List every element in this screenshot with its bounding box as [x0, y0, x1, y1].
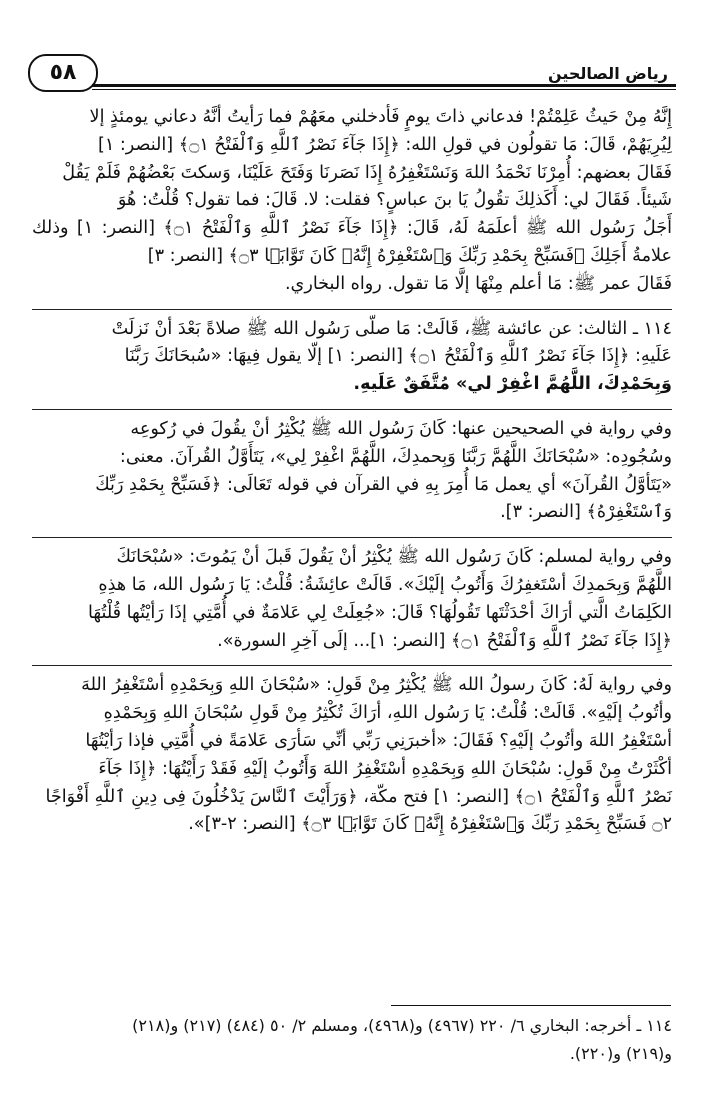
text-line: وفي رواية في الصحيحين عنها: كَانَ رَسُول الله ﷺ يُكْثِرُ أنْ يقُولَ في رُكوعِه	[130, 418, 672, 439]
page-header	[28, 54, 676, 94]
text-line: أكْثَرْتُ مِنْ قَولِ: سُبْحَانَ اللهِ وَبِحَمْدِهِ أسْتَغْفِرُ اللهَ وَأَتُوبُ إلَيْهِ فَقَدْ رَأَيْتُهَا: ﴿إِذَا جَآءَ	[98, 758, 672, 779]
text-line: عَلَيهِ: ﴿إِذَا جَآءَ نَصْرُ ٱللَّهِ وَٱلْفَتْحُ ۝١﴾ [النصر: ١] إلّا يقول فِيهَا: «سُبحَانَكَ رَبَّنَا	[124, 346, 672, 367]
paragraph	[32, 416, 672, 527]
header-rule-thin	[92, 89, 676, 90]
divider	[32, 665, 672, 666]
text-line: فَقَالَ بعضهم: أُمِرْنَا نَحْمَدُ اللهَ وَنَسْتَغْفِرُهُ إِذَا نَصَرنَا وَفَتَحَ عَلَيْنَا، وَسكتَ بَعْضُهُمْ فَلَمْ يَقُلْ	[62, 162, 672, 183]
text-line: إِنَّهُ مِنْ حَيثُ عَلِمْتُمْ! فدعاني ذاتَ يومٍ فَأدخلني معَهُمْ فما رَأيتُ أنَّهُ دعاني يومئذٍ إلا	[89, 107, 672, 127]
header-rule	[92, 84, 676, 87]
divider	[32, 537, 672, 538]
text-line: لِيُرِيَهُمْ، قَالَ: مَا تقولُون في قولِ الله: ﴿إِذَا جَآءَ نَصْرُ ٱللَّهِ وَٱلْفَتْحُ ۝١﴾ [النصر: ١]	[97, 134, 672, 155]
paragraph	[32, 316, 672, 399]
book-title: رياض الصالحين	[547, 64, 668, 83]
divider	[32, 309, 672, 310]
text-line: أَجَلُ رَسُول الله ﷺ أعلَمَهُ لَهُ، قَالَ: ﴿إِذَا جَآءَ نَصْرُ ٱللَّهِ وَٱلْفَتْحُ ۝١﴾ [النصر: ١] وذلك علامةُ أَجَلِكَ ﴿فَسَبِّحْ بِحَمْدِ رَبِّكَ وَٱسْتَغْفِرْهُ إِنَّهُۥ كَانَ تَوَّابَۢا ۝٣﴾ [النصر: ٣]	[32, 218, 672, 266]
text-line: ١١٤ ـ الثالث: عن عائشة ﷺ، قَالَتْ: مَا صلّى رَسُول الله ﷺ صلاةً بَعْدَ أنْ نَزلَتْ	[111, 318, 672, 339]
text-line: وَٱسْتَغْفِرْهُ﴾ [النصر: ٣].	[500, 502, 672, 523]
footnote	[32, 1012, 672, 1068]
text-line: أسْتَغْفِرُ اللهَ وأتُوبُ إلَيْهِ؟ فَقَالَ: «أخبرَنِي رَبِّي أنِّي سَأرَى عَلامَةً في أُمَّتِي فإذا رَأيْتُهَا	[85, 730, 672, 751]
text-line: وأتُوبُ إلَيْهِ». قَالَتْ: قُلْتُ: يَا رَسُول اللهِ، أرَاكَ تُكْثِرُ مِنْ قَولِ سُبْحَانَ اللهِ وَبِحَمْدِهِ	[103, 703, 672, 724]
page-number-badge: ٥٨	[28, 54, 98, 92]
text-line: اللَّهُمَّ وَبِحَمدِكَ أسْتَغفِرُكَ وَأَتُوبُ إلَيْكَ». قَالَتْ عائِشَةُ: قُلْتُ: يَا رَسُول الله، مَا هذِهِ	[98, 574, 672, 595]
text-line: «يَتَأوَّلُ القُرآنَ» أي يعمل مَا أُمِرَ بِهِ في القرآن في قوله تَعَالَى: ﴿فَسَبِّحْ بِحَمْدِ رَبِّكَ	[95, 474, 672, 495]
text-line: وفي رواية لمسلم: كَانَ رَسُول الله ﷺ يُكْثِرُ أنْ يَقُولَ قَبلَ أنْ يَمُوتَ: «سُبْحَانَكَ	[116, 547, 672, 568]
text-line: نَصْرُ ٱللَّهِ وَٱلْفَتْحُ ۝١﴾ [النصر: ١] فتح مكّة، ﴿وَرَأَيْتَ ٱلنَّاسَ يَدْخُلُونَ فِى دِينِ ٱللَّهِ أَفْوَاجًا	[45, 786, 672, 807]
text-line: شَيئاً. فَقَالَ لي: أَكَذلِكَ تقُولُ يَا بنَ عباسٍ؟ فقلت: لا. قَالَ: فما تقول؟ قُلْتُ: هُوَ	[117, 190, 672, 211]
text-line: فَقَالَ عمر ﷺ: مَا أعلم مِنْهَا إلَّا مَا تقول. رواه البخاري.	[284, 273, 672, 294]
divider	[32, 409, 672, 410]
text-line: وسُجُودِه: «سُبْحَانَكَ اللَّهُمَّ رَبَّنَا وَبِحمدِكَ، اللَّهُمَّ اغْفِرْ لِي»، يَتَأَوَّلُ القُرآنَ. معنى:	[119, 446, 672, 467]
text-line: وفي رواية لَهُ: كَانَ رسولُ الله ﷺ يُكْثِرُ مِنْ قَولِ: «سُبْحَانَ اللهِ وَبِحَمْدِهِ أسْتَغْفِرُ اللهَ	[81, 675, 672, 696]
text-line: ﴿إِذَا جَآءَ نَصْرُ ٱللَّهِ وَٱلْفَتْحُ ۝١﴾ [النصر: ١]... إلَى آخِرِ السورة».	[217, 630, 672, 651]
paragraph	[32, 672, 672, 839]
footnote-line: و(٢١٩) و(٢٢٠).	[569, 1044, 672, 1063]
main-text	[32, 104, 672, 849]
text-line: الكَلِمَاتُ الَّتي أرَاكَ أحْدَثْتَها تَقُولُهَا؟ قَالَ: «جُعِلَتْ لِي عَلامَةٌ في أُمَّتِي إذَا رَأيْتُها قُلْتُهَا	[88, 602, 672, 623]
text-line: وَبِحَمْدِكَ، اللَّهُمَّ اغْفِرْ لي» مُتَّفَقٌ عَلَيهِ.	[353, 374, 672, 395]
footnote-rule	[391, 1005, 671, 1006]
text-line: ۝٢ فَسَبِّحْ بِحَمْدِ رَبِّكَ وَٱسْتَغْفِرْهُ إِنَّهُۥ كَانَ تَوَّابَۢا ۝٣﴾ [النصر: ٢-٣]».	[188, 814, 672, 835]
footnote-line: ١١٤ ـ أخرجه: البخاري ٦/ ٢٢٠ (٤٩٦٧) و(٤٩٦٨)، ومسلم ٢/ ٥٠ (٤٨٤) (٢١٧) و(٢١٨)	[132, 1016, 672, 1035]
paragraph	[32, 544, 672, 655]
paragraph	[32, 104, 672, 299]
